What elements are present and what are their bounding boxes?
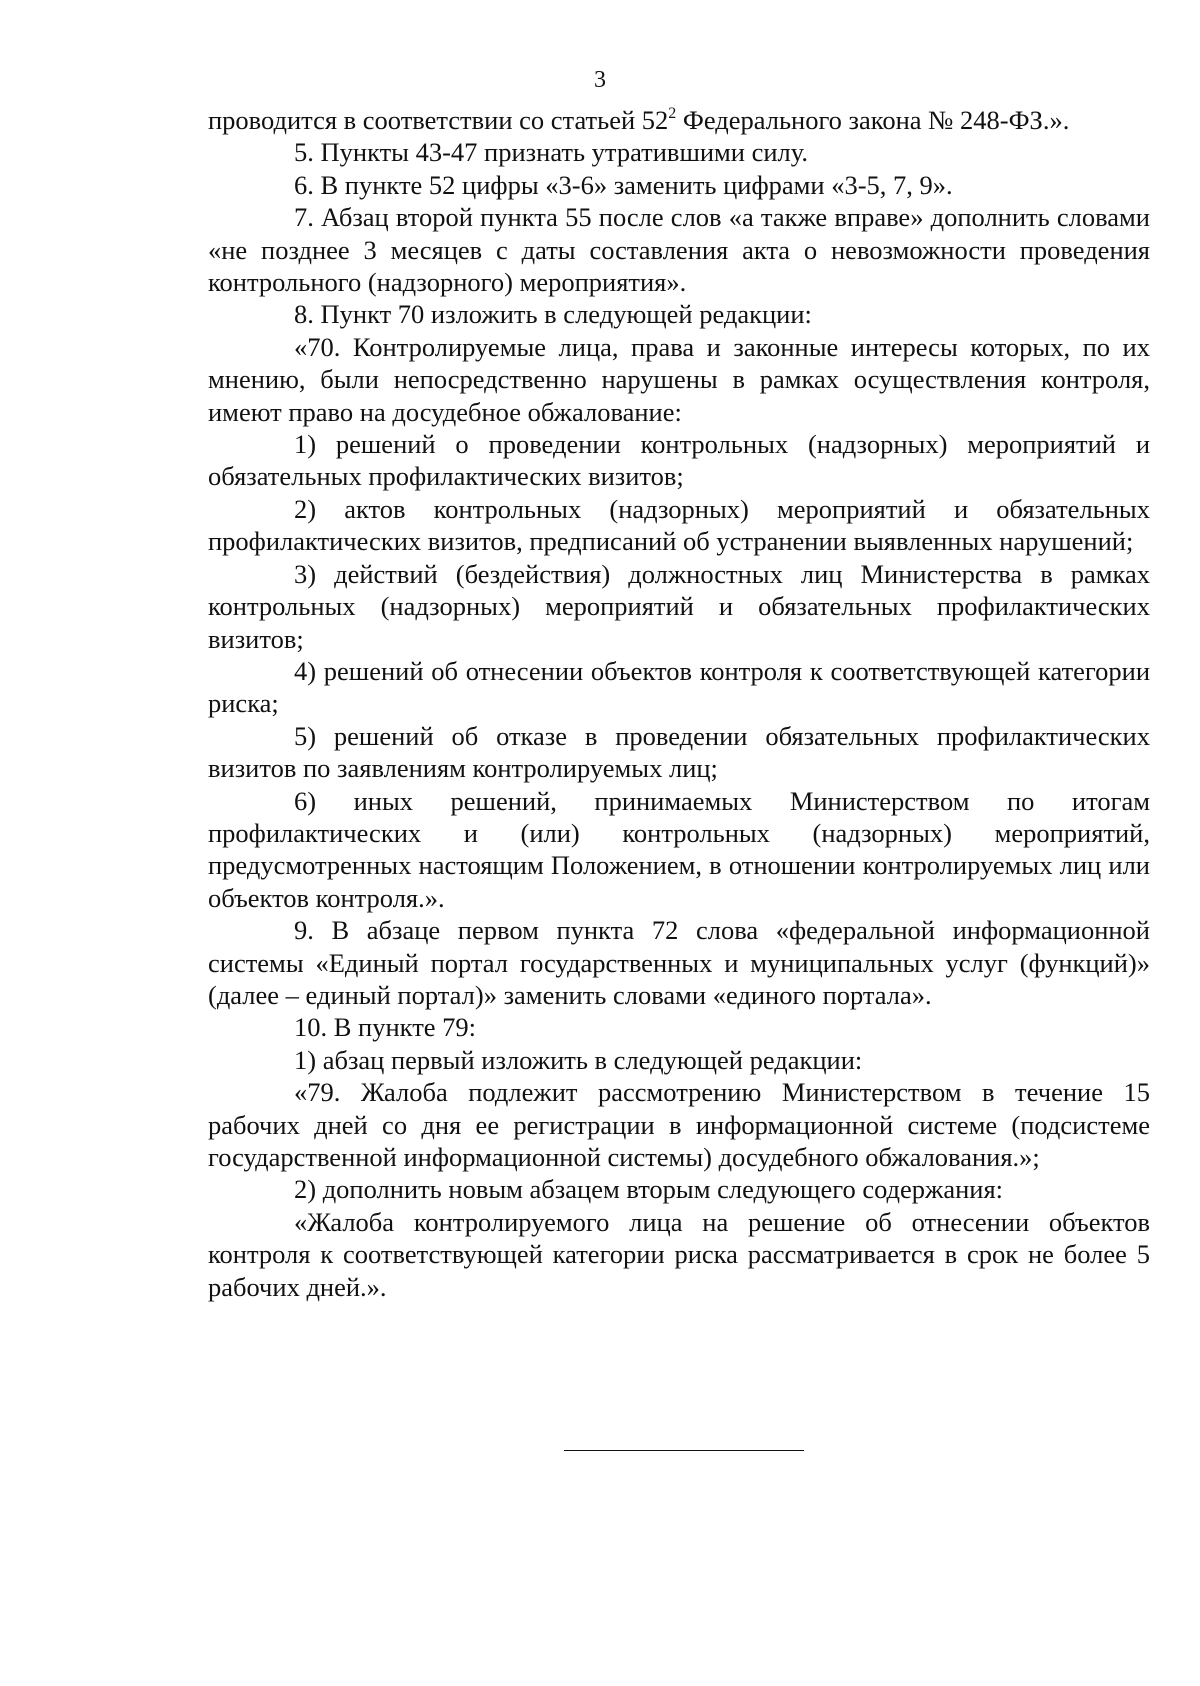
document-body [208, 104, 1150, 1303]
paragraph-quote-70: «70. Контролируемые лица, права и законные интересы которых, по их мнению, были непосредственно нарушены в рамках осуществления контроля, имеют право на досудебное обжалование: [208, 331, 1150, 427]
subitem-4: 4) решений об отнесении объектов контроля к соответствующей категории риска; [208, 655, 1150, 719]
paragraph-item-9: 9. В абзаце первом пункта 72 слова «федеральной информационной системы «Единый портал государственных и муниципальных услуг (функций)» (далее – единый портал)» заменить словами «единого портала». [208, 915, 1150, 1010]
paragraph-quote-complaint: «Жалоба контролируемого лица на решение об отнесении объектов контроля к соответствующей категории риска рассматривается в срок не более 5 рабочих дней.». [208, 1206, 1150, 1302]
paragraph-text: Федерального закона № 248-ФЗ.». [676, 105, 1070, 135]
page-number: 3 [594, 67, 606, 93]
superscript: 2 [668, 105, 677, 122]
paragraph-item-10: 10. В пункте 79: [294, 1012, 477, 1043]
subitem-1: 1) решений о проведении контрольных (надзорных) мероприятий и обязательных профилактических визитов; [208, 429, 1150, 492]
paragraph-text: проводится в соответствии со статьей 52 [208, 105, 669, 135]
paragraph-item-6: 6. В пункте 52 цифры «3-6» заменить цифрами «3-5, 7, 9». [294, 169, 953, 200]
paragraph-item-8: 8. Пункт 70 изложить в следующей редакции: [294, 299, 812, 330]
paragraph-item-7: 7. Абзац второй пункта 55 после слов «а также вправе» дополнить словами «не позднее 3 месяцев с даты составления акта о невозможности проведения контрольного (надзорного) мероприятия». [208, 202, 1150, 298]
subitem-10-2: 2) дополнить новым абзацем вторым следующего содержания: [294, 1174, 1004, 1205]
paragraph-item-5: 5. Пункты 43-47 признать утратившими силу. [294, 137, 808, 168]
subitem-5: 5) решений об отказе в проведении обязательных профилактических визитов по заявлениям контролируемых лиц; [208, 720, 1150, 784]
subitem-3: 3) действий (бездействия) должностных лиц Министерства в рамках контрольных (надзорных) мероприятий и обязательных профилактических визитов; [208, 558, 1150, 654]
paragraph-quote-79: «79. Жалоба подлежит рассмотрению Министерством в течение 15 рабочих дней со дня ее регистрации в информационной системе (подсистеме государственной информационной системы) досудебного обжалования.»; [208, 1077, 1150, 1172]
end-divider [564, 1450, 804, 1451]
paragraph-continuation [208, 104, 1150, 136]
subitem-10-1: 1) абзац первый изложить в следующей редакции: [294, 1044, 863, 1075]
subitem-6: 6) иных решений, принимаемых Министерством по итогам профилактических и (или) контрольных (надзорных) мероприятий, предусмотренных настоящим Положением, в отношении контролируемых лиц или объектов контроля.». [208, 785, 1150, 913]
subitem-2: 2) актов контрольных (надзорных) мероприятий и обязательных профилактических визитов, предписаний об устранении выявленных нарушений; [208, 493, 1150, 557]
